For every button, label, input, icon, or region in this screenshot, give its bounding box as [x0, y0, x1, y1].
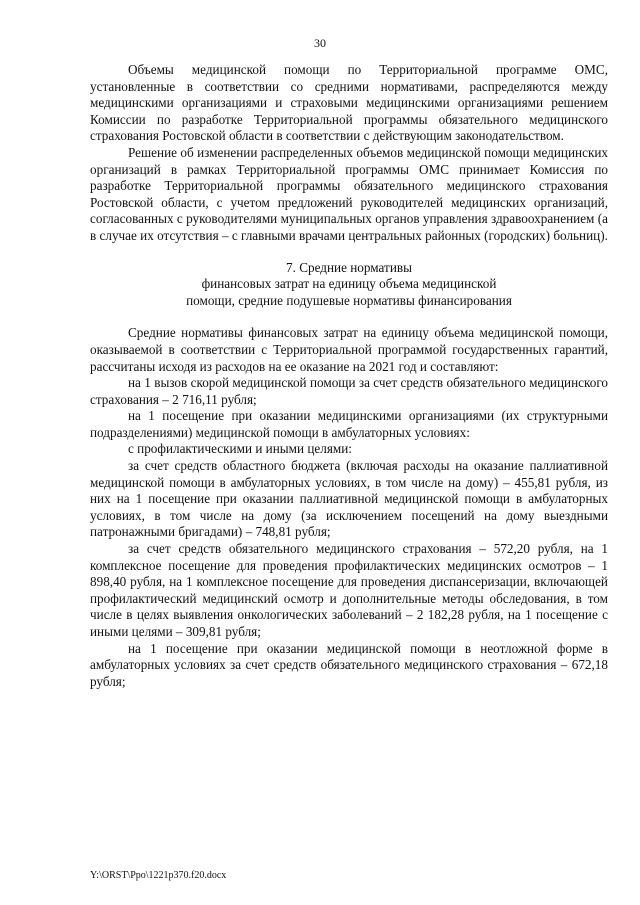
paragraph: Объемы медицинской помощи по Территориальной программе ОМС, установленные в соответствии со средними нормативами, распределяются между медицинскими организациями и страховыми медицинскими организациями решением Комиссии по разработке Территориальной программы обязательного медицинского страхования Ростовской области в соответствии с действующим законодательством. [90, 62, 608, 144]
paragraph: Решение об изменении распределенных объемов медицинской помощи медицинских организаций в рамках Территориальной программы ОМС принимает Комиссия по разработке Территориальной программы обязательного медицинского страхования Ростовской области, с учетом предложений руководителей медицинских организаций, согласованных с руководителями муниципальных органов управления здравоохранением (а в случае их отсутствия – с главными врачами центральных районных (городских) больниц). [90, 144, 608, 243]
section-heading-line: помощи, средние подушевые нормативы финансирования [186, 292, 512, 308]
section-heading-line: финансовых затрат на единицу объема медицинской [201, 276, 497, 292]
paragraph: Средние нормативы финансовых затрат на единицу объема медицинской помощи, оказываемой в соответствии с Территориальной программой государственных гарантий, рассчитаны исходя из расходов на ее оказание на 2021 год и составляют: [90, 325, 608, 374]
footer-file-path: Y:\ORST\Ppo\1221p370.f20.docx [90, 870, 227, 881]
paragraph: за счет средств обязательного медицинского страхования – 572,20 рубля, на 1 комплексное посещение для проведения профилактических медицинских осмотров – 1 898,40 рубля, на 1 комплексное посещение для проведения диспансеризации, включающей профилактический медицинский осмотр и дополнительные методы обследования, в том числе в целях выявления онкологических заболеваний – 2 182,28 рубля, на 1 посещение с иными целями – 309,81 рубля; [90, 541, 608, 639]
paragraph: за счет средств областного бюджета (включая расходы на оказание паллиативной медицинской помощи в амбулаторных условиях, в том числе на дому) – 455,81 рубля, из них на 1 посещение при оказании паллиативной медицинской помощи в амбулаторных условиях, в том числе на дому (за исключением посещений на дому выездными патронажными бригадами) – 748,81 рубля; [90, 458, 608, 540]
paragraph: с профилактическими и иными целями: [128, 441, 352, 457]
document-body [90, 62, 608, 690]
section-heading [90, 260, 608, 310]
page-number: 30 [314, 36, 326, 50]
paragraph: на 1 посещение при оказании медицинскими организациями (их структурными подразделениями) медицинской помощи в амбулаторных условиях: [90, 408, 608, 440]
paragraph: на 1 посещение при оказании медицинской помощи в неотложной форме в амбулаторных условиях за счет средств обязательного медицинского страхования – 672,18 рубля; [90, 640, 608, 689]
section-heading-line: 7. Средние нормативы [286, 259, 412, 275]
paragraph: на 1 вызов скорой медицинской помощи за счет средств обязательного медицинского страхования – 2 716,11 рубля; [90, 375, 608, 407]
